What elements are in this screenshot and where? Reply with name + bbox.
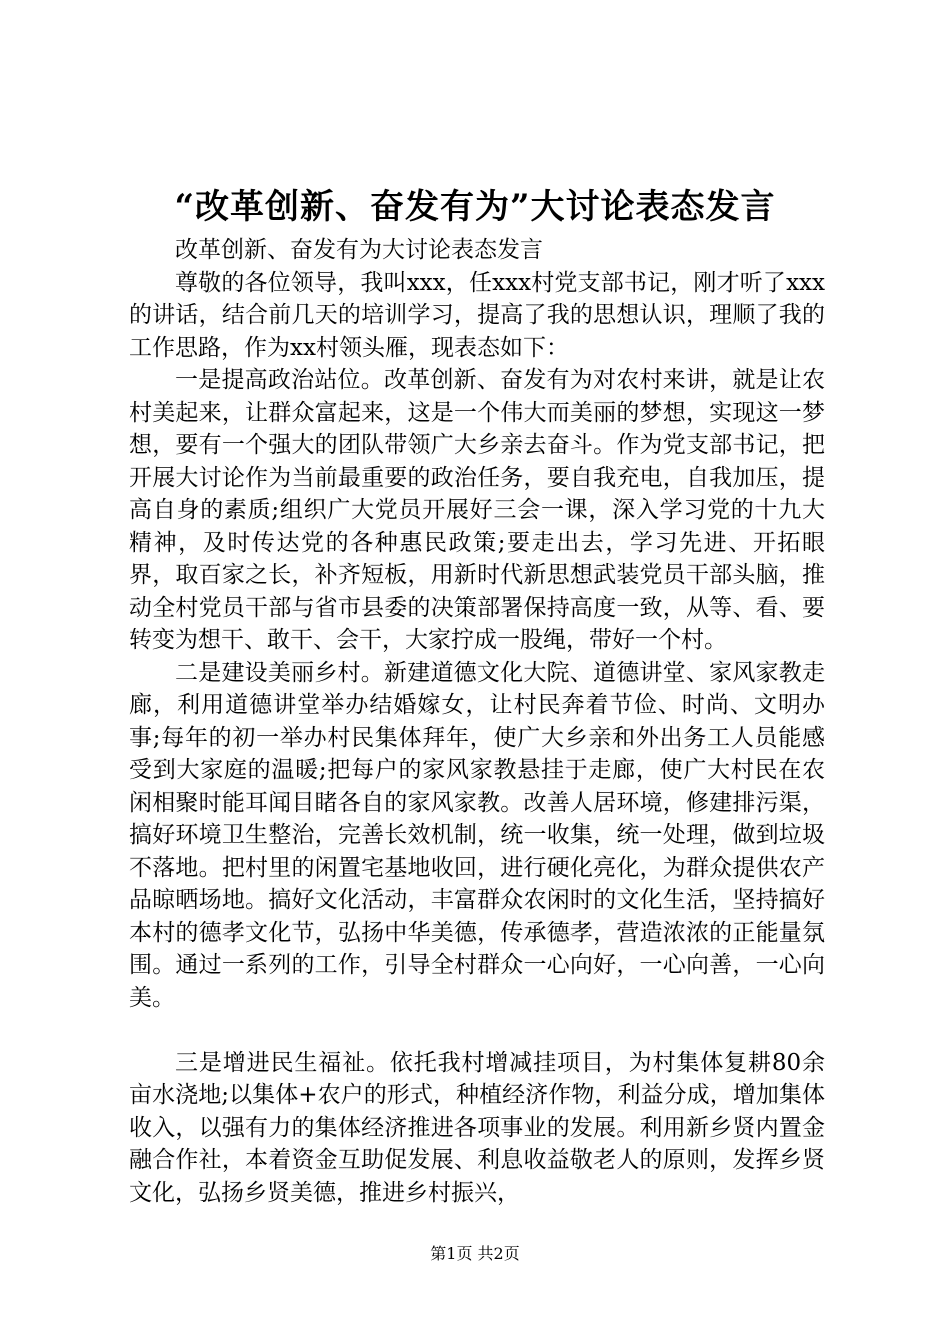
point-two-paragraph: 二是建设美丽乡村。新建道德文化大院、道德讲堂、家风家教走廊，利用道德讲堂举办结婚嫁女，让村民奔着节俭、时尚、文明办事;每年的初一举办村民集体拜年，使广大乡亲和外出务工人员能感受到大家庭的温暖;把每户的家风家教悬挂于走廊，使广大村民在农闲相聚时能耳闻目睹各自的家风家教。改善人居环境，修建排污渠，搞好环境卫生整治，完善长效机制，统一收集，统一处理，做到垃圾不落地。把村里的闲置宅基地收回，进行硬化亮化，为群众提供农产品晾晒场地。搞好文化活动，丰富群众农闲时的文化生活，坚持搞好本村的德孝文化节，弘扬中华美德，传承德孝，营造浓浓的正能量氛围。通过一系列的工作，引导全村群众一心向好，一心向善，一心向美。 bbox=[129, 659, 825, 1011]
greeting-paragraph: 尊敬的各位领导，我叫xxx，任xxx村党支部书记，刚才听了xxx的讲话，结合前几天的培训学习，提高了我的思想认识，理顺了我的工作思路，作为xx村领头雁，现表态如下： bbox=[129, 269, 825, 361]
point-one-paragraph: 一是提高政治站位。改革创新、奋发有为对农村来讲，就是让农村美起来，让群众富起来，这是一个伟大而美丽的梦想，实现这一梦想，要有一个强大的团队带领广大乡亲去奋斗。作为党支部书记，把开展大讨论作为当前最重要的政治任务，要自我充电，自我加压，提高自身的素质;组织广大党员开展好三会一课，深入学习党的十九大精神，及时传达党的各种惠民政策;要走出去，学习先进、开拓眼界，取百家之长，补齐短板，用新时代新思想武装党员干部头脑，推动全村党员干部与省市县委的决策部署保持高度一致，从等、看、要转变为想干、敢干、会干，大家拧成一股绳，带好一个村。 bbox=[129, 367, 825, 653]
subtitle-paragraph: 改革创新、奋发有为大讨论表态发言 bbox=[175, 237, 543, 263]
document-title: “改革创新、奋发有为”大讨论表态发言 bbox=[174, 187, 776, 227]
page-number-footer: 第1页 共2页 bbox=[430, 1244, 520, 1263]
point-three-paragraph: 三是增进民生福祉。依托我村增减挂项目，为村集体复耕80余亩水浇地;以集体+农户的形式，种植经济作物，利益分成，增加集体收入，以强有力的集体经济推进各项事业的发展。利用新乡贤内置金融合作社，本着资金互助促发展、利息收益敬老人的原则，发挥乡贤文化，弘扬乡贤美德，推进乡村振兴， bbox=[129, 1049, 825, 1206]
document-body bbox=[129, 234, 825, 1209]
